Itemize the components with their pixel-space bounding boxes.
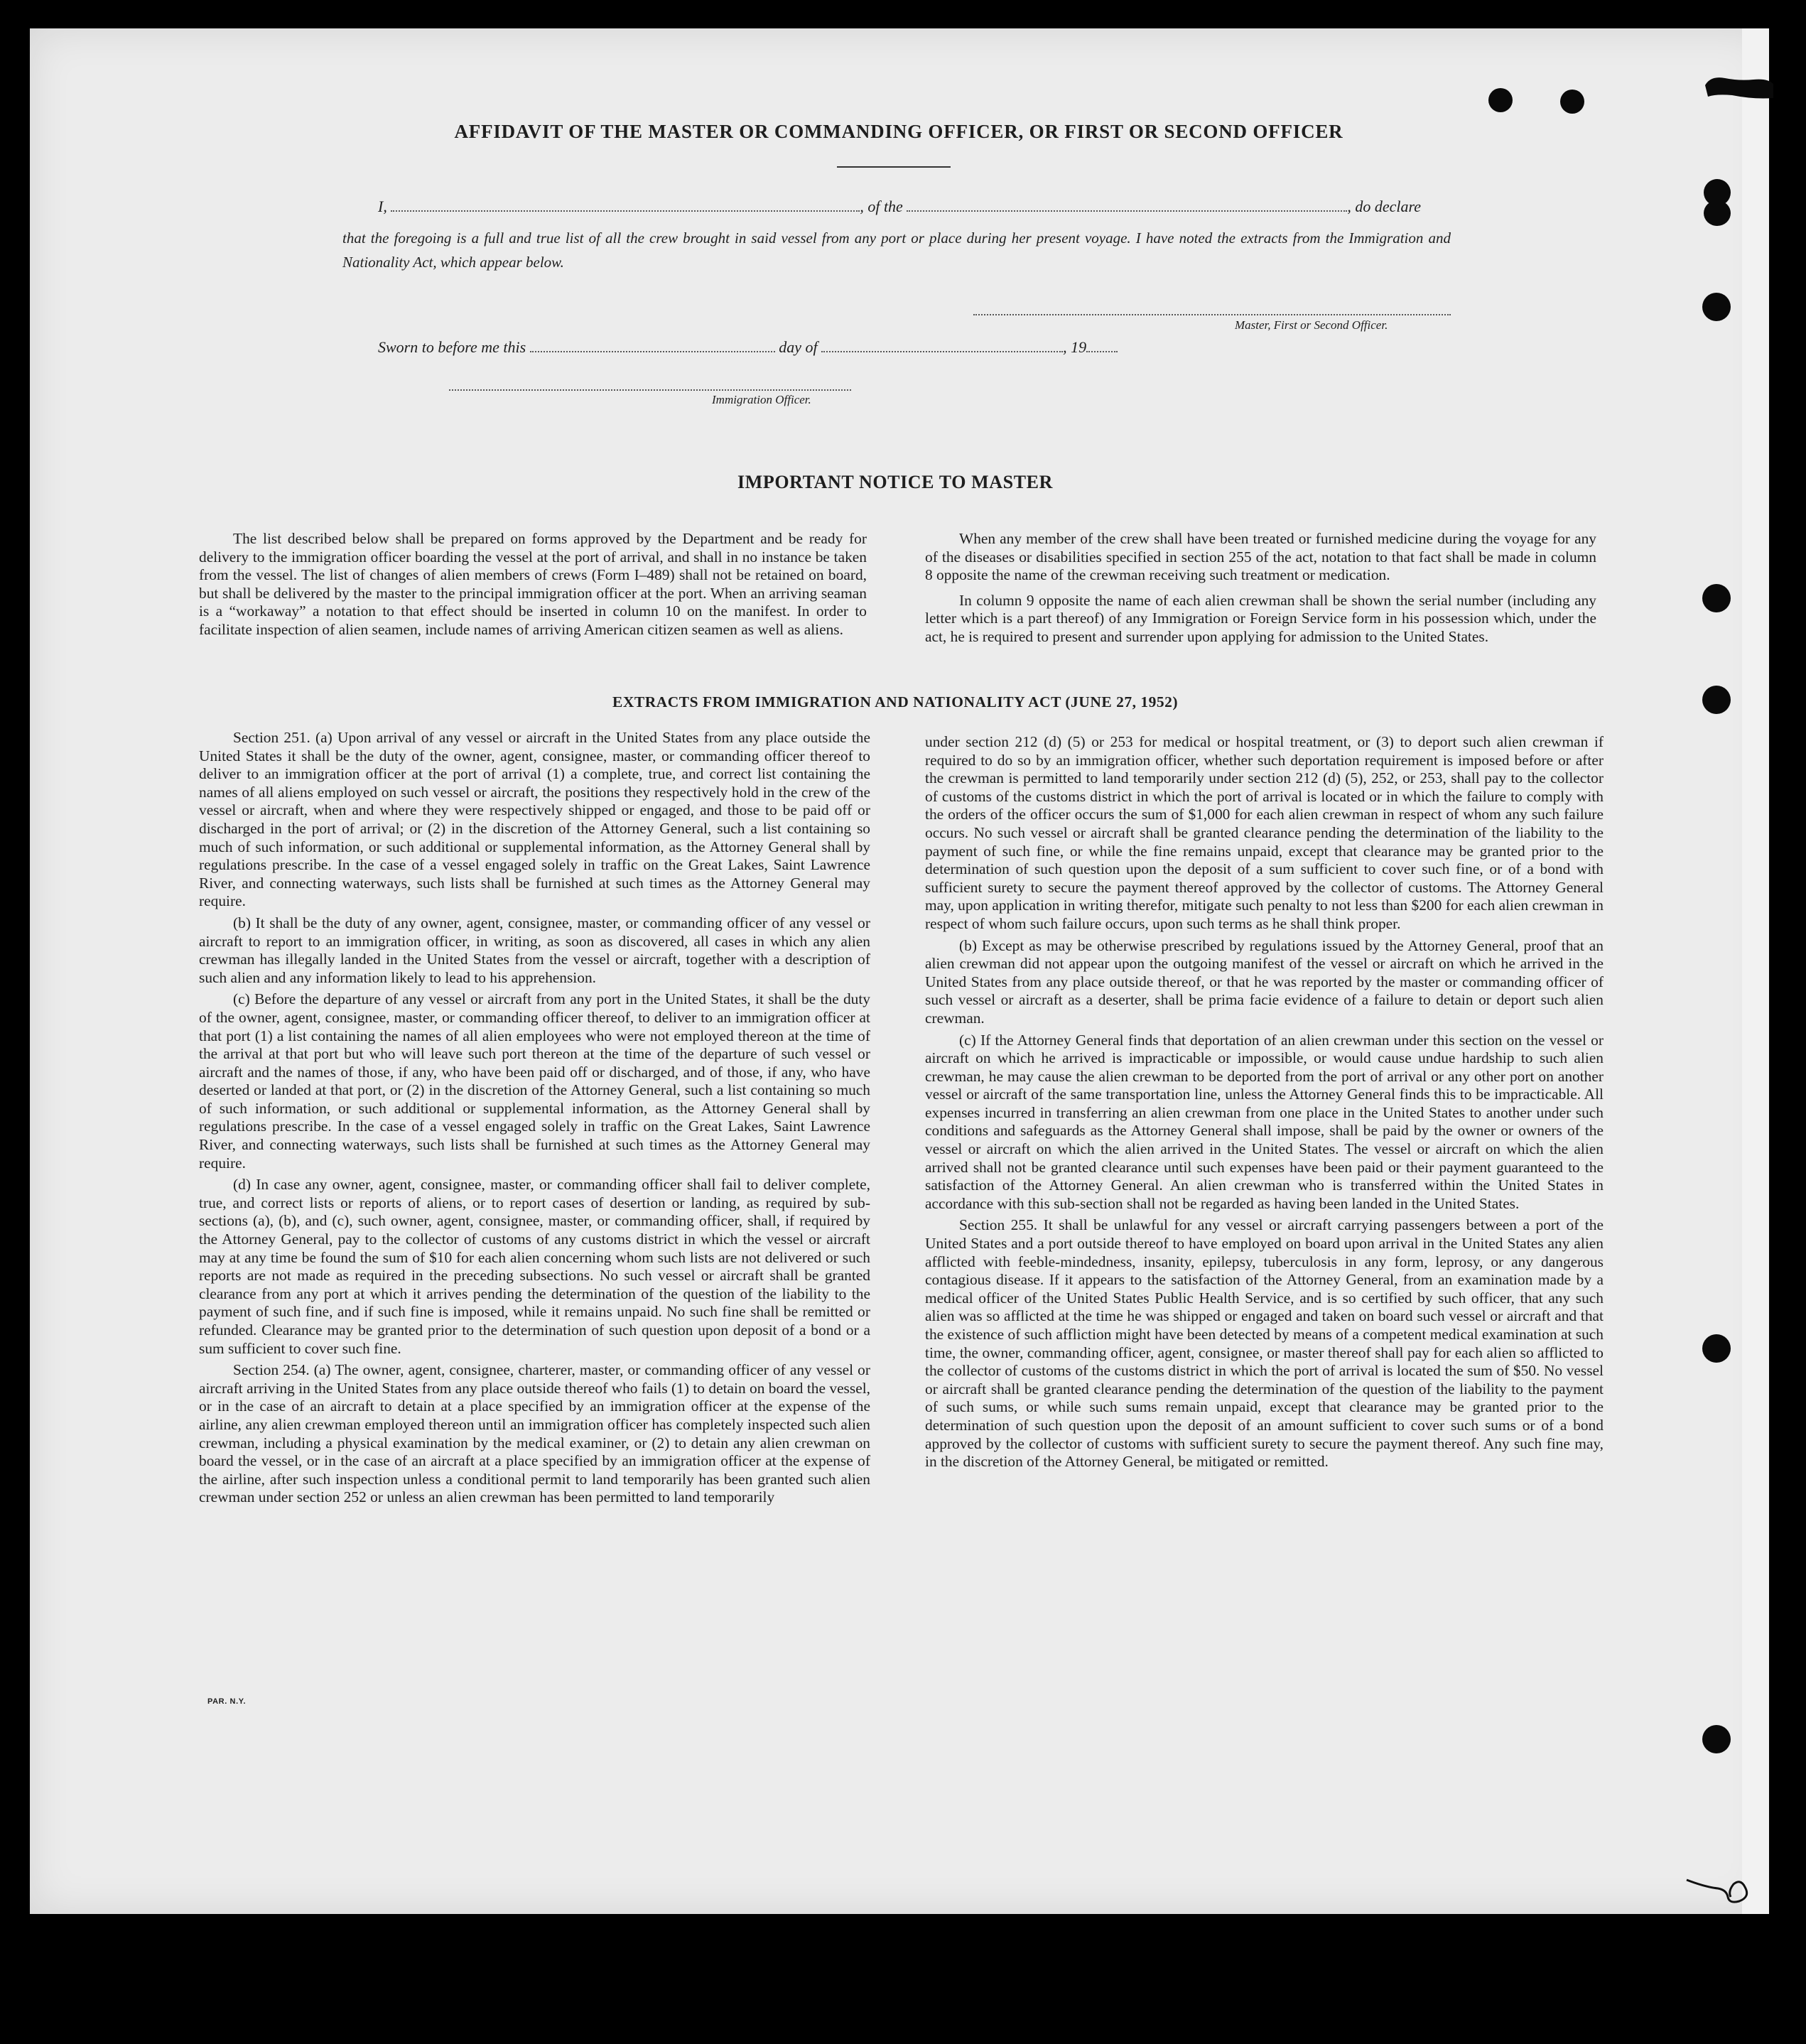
punch-hole xyxy=(1702,584,1731,612)
punch-hole xyxy=(1704,200,1731,226)
notice-title: IMPORTANT NOTICE TO MASTER xyxy=(737,472,1053,492)
sworn-label: Sworn to before me this xyxy=(378,338,526,356)
sworn-line xyxy=(378,338,1118,357)
i-label: I, xyxy=(378,198,387,215)
notice-paragraph: When any member of the crew shall have been treated or furnished medicine during the voyage for any of the diseases or disabilities specified in section 255 of the act, notation to that fact shall be made in column 8 opposite the name of the crewman receiving such treatment or medication. xyxy=(925,530,1596,584)
act-section-paragraph: (d) In case any owner, agent, consignee, master, or commanding officer shall fail to deliver complete, true, and correct lists or reports of aliens, or to report cases of desertion or landing, as required by sub-sections (a), (b), and (c), such owner, agent, consignee, master, or commanding officer, shall, if required by the Attorney General, pay to the collector of customs of any customs district in which the vessel or aircraft may at any time be found the sum of $10 for each alien concerning whom such lists are not delivered or such reports are not made as required in the preceding subsections. No such vessel or aircraft shall be granted clearance from any port at which it arrives pending the determination of the question of the liability to the payment of such fine, and if such fine is imposed, while it remains unpaid. No such fine shall be remitted or refunded. Clearance may be granted prior to the determination of such question upon deposit of a bond or a sum sufficient to cover such fine. xyxy=(199,1176,870,1357)
printer-mark: PAR. N.Y. xyxy=(207,1697,247,1706)
declaration-text: that the foregoing is a full and true list of all the crew brought in said vessel from any port or place during her present voyage. I have noted the extracts from the Immigration and Nationality Act, which appear below. xyxy=(342,229,1451,271)
notice-paragraph: In column 9 opposite the name of each alien crewman shall be shown the serial number (including any letter which is a part thereof) of any Immigration or Foreign Service form in his possession which, under the act, he is required to present and surrender upon applying for admission to the United States. xyxy=(925,591,1596,645)
extracts-title: EXTRACTS FROM IMMIGRATION AND NATIONALITY ACT (JUNE 27, 1952) xyxy=(612,693,1178,710)
extracts-left-column xyxy=(199,729,870,1507)
of-the-label: , of the xyxy=(860,198,903,215)
punch-hole xyxy=(1560,90,1584,114)
do-declare-label: , do declare xyxy=(1347,198,1421,215)
punch-hole xyxy=(1702,1334,1731,1363)
act-section-paragraph: Section 251. (a) Upon arrival of any vessel or aircraft in the United States from any place outside the United States it shall be the duty of the owner, agent, consignee, master, or commanding officer thereof to deliver to an immigration officer at the port of arrival (1) a complete, true, and correct list containing the names of all aliens employed on such vessel or aircraft, the positions they respectively hold in the crew of the vessel or aircraft, when and where they were respectively shipped or engaged, and those to be paid off or discharged in the port of arrival; or (2) in the discretion of the Attorney General, such a list containing so much of such information, or such additional or supplemental information, as the Attorney General shall by regulations prescribe. In the case of a vessel engaged solely in traffic on the Great Lakes, Saint Lawrence River, and connecting waterways, such lists shall be furnished at such times as the Attorney General may require. xyxy=(199,729,870,910)
declarant-name-field[interactable] xyxy=(391,198,860,212)
sworn-month-field[interactable] xyxy=(821,338,1063,352)
ink-smudge xyxy=(1704,71,1775,107)
act-section-paragraph: under section 212 (d) (5) or 253 for medical or hospital treatment, or (3) to deport such alien crewman if required to do so by an immigration officer, whether such deportation requirement is imposed before or after the crewman is permitted to land temporarily under section 212 (d) (5), 252, or 253, shall pay to the collector of customs of the customs district in which the port of arrival is located or in which the failure to comply with the orders of the officer occurs the sum of $1,000 for each alien crewman in respect of whom any such failure occurs. No such vessel or aircraft shall be granted clearance pending the determination of the liability to the payment of such fine, or while the fine remains unpaid, except that clearance may be granted prior to the determination of such question upon the deposit of a sum sufficient to cover such fine, or of a bond with sufficient surety to secure the payment thereof approved by the collector of customs. The Attorney General may, upon application in writing therefor, mitigate such penalty to not less than $200 for each alien crewman in respect of whom such failure occurs, upon such terms as he shall think proper. xyxy=(925,733,1604,932)
sworn-day-field[interactable] xyxy=(530,338,775,352)
punch-hole xyxy=(1488,88,1513,112)
act-section-paragraph: (b) It shall be the duty of any owner, agent, consignee, master, or commanding officer of any vessel or aircraft to report to an immigration officer, in writing, as soon as discovered, all cases in which any alien crewman has illegally landed in the United States from the vessel or aircraft, together with a description of such alien and any information likely to lead to his apprehension. xyxy=(199,914,870,986)
affidavit-title: AFFIDAVIT OF THE MASTER OR COMMANDING OFFICER, OR FIRST OR SECOND OFFICER xyxy=(454,121,1343,142)
punch-hole xyxy=(1702,293,1731,321)
act-section-paragraph: Section 254. (a) The owner, agent, consignee, charterer, master, or commanding officer of any vessel or aircraft arriving in the United States from any place outside thereof who fails (1) to detain on board the vessel, or in the case of an aircraft to detain at a place specified by an immigration officer at the expense of the airline, any alien crewman employed thereon until an immigration officer has completely inspected such alien crewman, including a physical examination by the medical examiner, or (2) to detain any alien crewman on board the vessel, or in the case of an aircraft at a place specified by an immigration officer at the expense of the airline, after such inspection unless a conditional permit to land temporarily has been granted such alien crewman under section 252 or unless an alien crewman has been permitted to land temporarily xyxy=(199,1361,870,1506)
act-section-paragraph: (c) Before the departure of any vessel or aircraft from any port in the United States, it shall be the duty of the owner, agent, consignee, master, or commanding officer thereof, to deliver to an immigration officer at that port (1) a list containing the names of all alien employees who were not employed thereon at the time of the arrival at that port but who will leave such port thereon at the time of the departure of such vessel or aircraft and the names of those, if any, who have been paid off or discharged, and of those, if any, who have deserted or landed at that port, or (2) in the discretion of the Attorney General, such a list containing so much of such information, or such additional or supplemental information, as the Attorney General shall by regulations prescribe. In the case of a vessel engaged solely in traffic on the Great Lakes, Saint Lawrence River, and connecting waterways, such lists shall be furnished at such times as the Attorney General may require. xyxy=(199,990,870,1172)
day-of-label: day of xyxy=(779,338,818,356)
act-section-paragraph: (b) Except as may be otherwise prescribed by regulations issued by the Attorney General, proof that an alien crewman did not appear upon the outgoing manifest of the vessel or aircraft on which he arrived in the United States from any place outside thereof, or that he was reported by the master or commanding officer of such vessel or aircraft as a deserter, shall be prima facie evidence of a failure to detain or deport such alien crewman. xyxy=(925,936,1604,1027)
sworn-year-field[interactable] xyxy=(1086,338,1118,352)
year-prefix-label: , 19 xyxy=(1063,338,1087,356)
handwritten-mark xyxy=(1684,1869,1751,1904)
vessel-name-field[interactable] xyxy=(907,198,1347,212)
punch-hole xyxy=(1702,1725,1731,1753)
notice-paragraph: The list described below shall be prepared on forms approved by the Department and be ready for delivery to the immigration officer boarding the vessel at the port of arrival, and shall in no instance be taken from the vessel. The list of changes of alien members of crews (Form I–489) shall not be retained on board, but shall be delivered by the master to the principal immigration officer at the port. When an arriving seaman is a “workaway” a notation to that effect should be inserted in column 10 on the manifest. In order to facilitate inspection of alien seamen, include names of arriving American citizen seamen as well as aliens. xyxy=(199,530,867,638)
punch-hole xyxy=(1702,686,1731,714)
extracts-right-column xyxy=(925,733,1604,1471)
immigration-officer-signature-line[interactable] xyxy=(449,389,851,391)
notice-left-column xyxy=(199,530,867,639)
page-edge-strip xyxy=(1742,28,1769,1914)
notice-right-column xyxy=(925,530,1596,647)
master-signature-line[interactable] xyxy=(973,314,1451,315)
act-section-paragraph: (c) If the Attorney General finds that deportation of an alien crewman under this section on the vessel or aircraft on which he arrived is impracticable or impossible, or would cause undue hardship to such alien crewman, he may cause the alien crewman to be deported from the port of arrival or any other port on another vessel or aircraft of the same transportation line, unless the Attorney General finds this to be impracticable. All expenses incurred in transferring an alien crewman from one place in the United States to another under such conditions and safeguards as the Attorney General shall impose, shall be paid by the owner or owners of the vessel or aircraft on which the alien arrived in the United States. The vessel or aircraft on which the alien arrived shall not be granted clearance until such expenses have been paid or their payment guaranteed to the satisfaction of the Attorney General. An alien crewman who is transferred within the United States in accordance with this sub-section shall not be regarded as having been landed in the United States. xyxy=(925,1031,1604,1212)
act-section-paragraph: Section 255. It shall be unlawful for any vessel or aircraft carrying passengers between a port of the United States and a port outside thereof to have employed on board upon arrival in the United States any alien afflicted with feeble-mindedness, insanity, epilepsy, tuberculosis in any form, leprosy, or any dangerous contagious disease. If it appears to the satisfaction of the Attorney General, from an examination made by a medical officer of the United States Public Health Service, and is so certified by such officer, that any such alien was so afflicted at the time he was shipped or engaged and taken on board such vessel or aircraft and that the existence of such affliction might have been detected by means of a competent medical examination at such time, the owner, commanding officer, agent, consignee, or master thereof shall pay for each alien so afflicted to the collector of customs of the customs district in which the port of arrival is located the sum of $50. No vessel or aircraft shall be granted clearance pending the determination of the question of the liability to the payment of such sums, or while such sums remain unpaid, except that clearance may be granted prior to the determination of such question upon the deposit of an amount sufficient to cover such sums or of a bond approved by the collector of customs with sufficient surety to secure the payment thereof. Any such fine may, in the discretion of the Attorney General, be mitigated or remitted. xyxy=(925,1216,1604,1471)
declarant-line xyxy=(378,198,1421,216)
immigration-officer-label: Immigration Officer. xyxy=(712,393,811,406)
master-signature-label: Master, First or Second Officer. xyxy=(1235,318,1388,332)
title-divider xyxy=(837,166,951,168)
